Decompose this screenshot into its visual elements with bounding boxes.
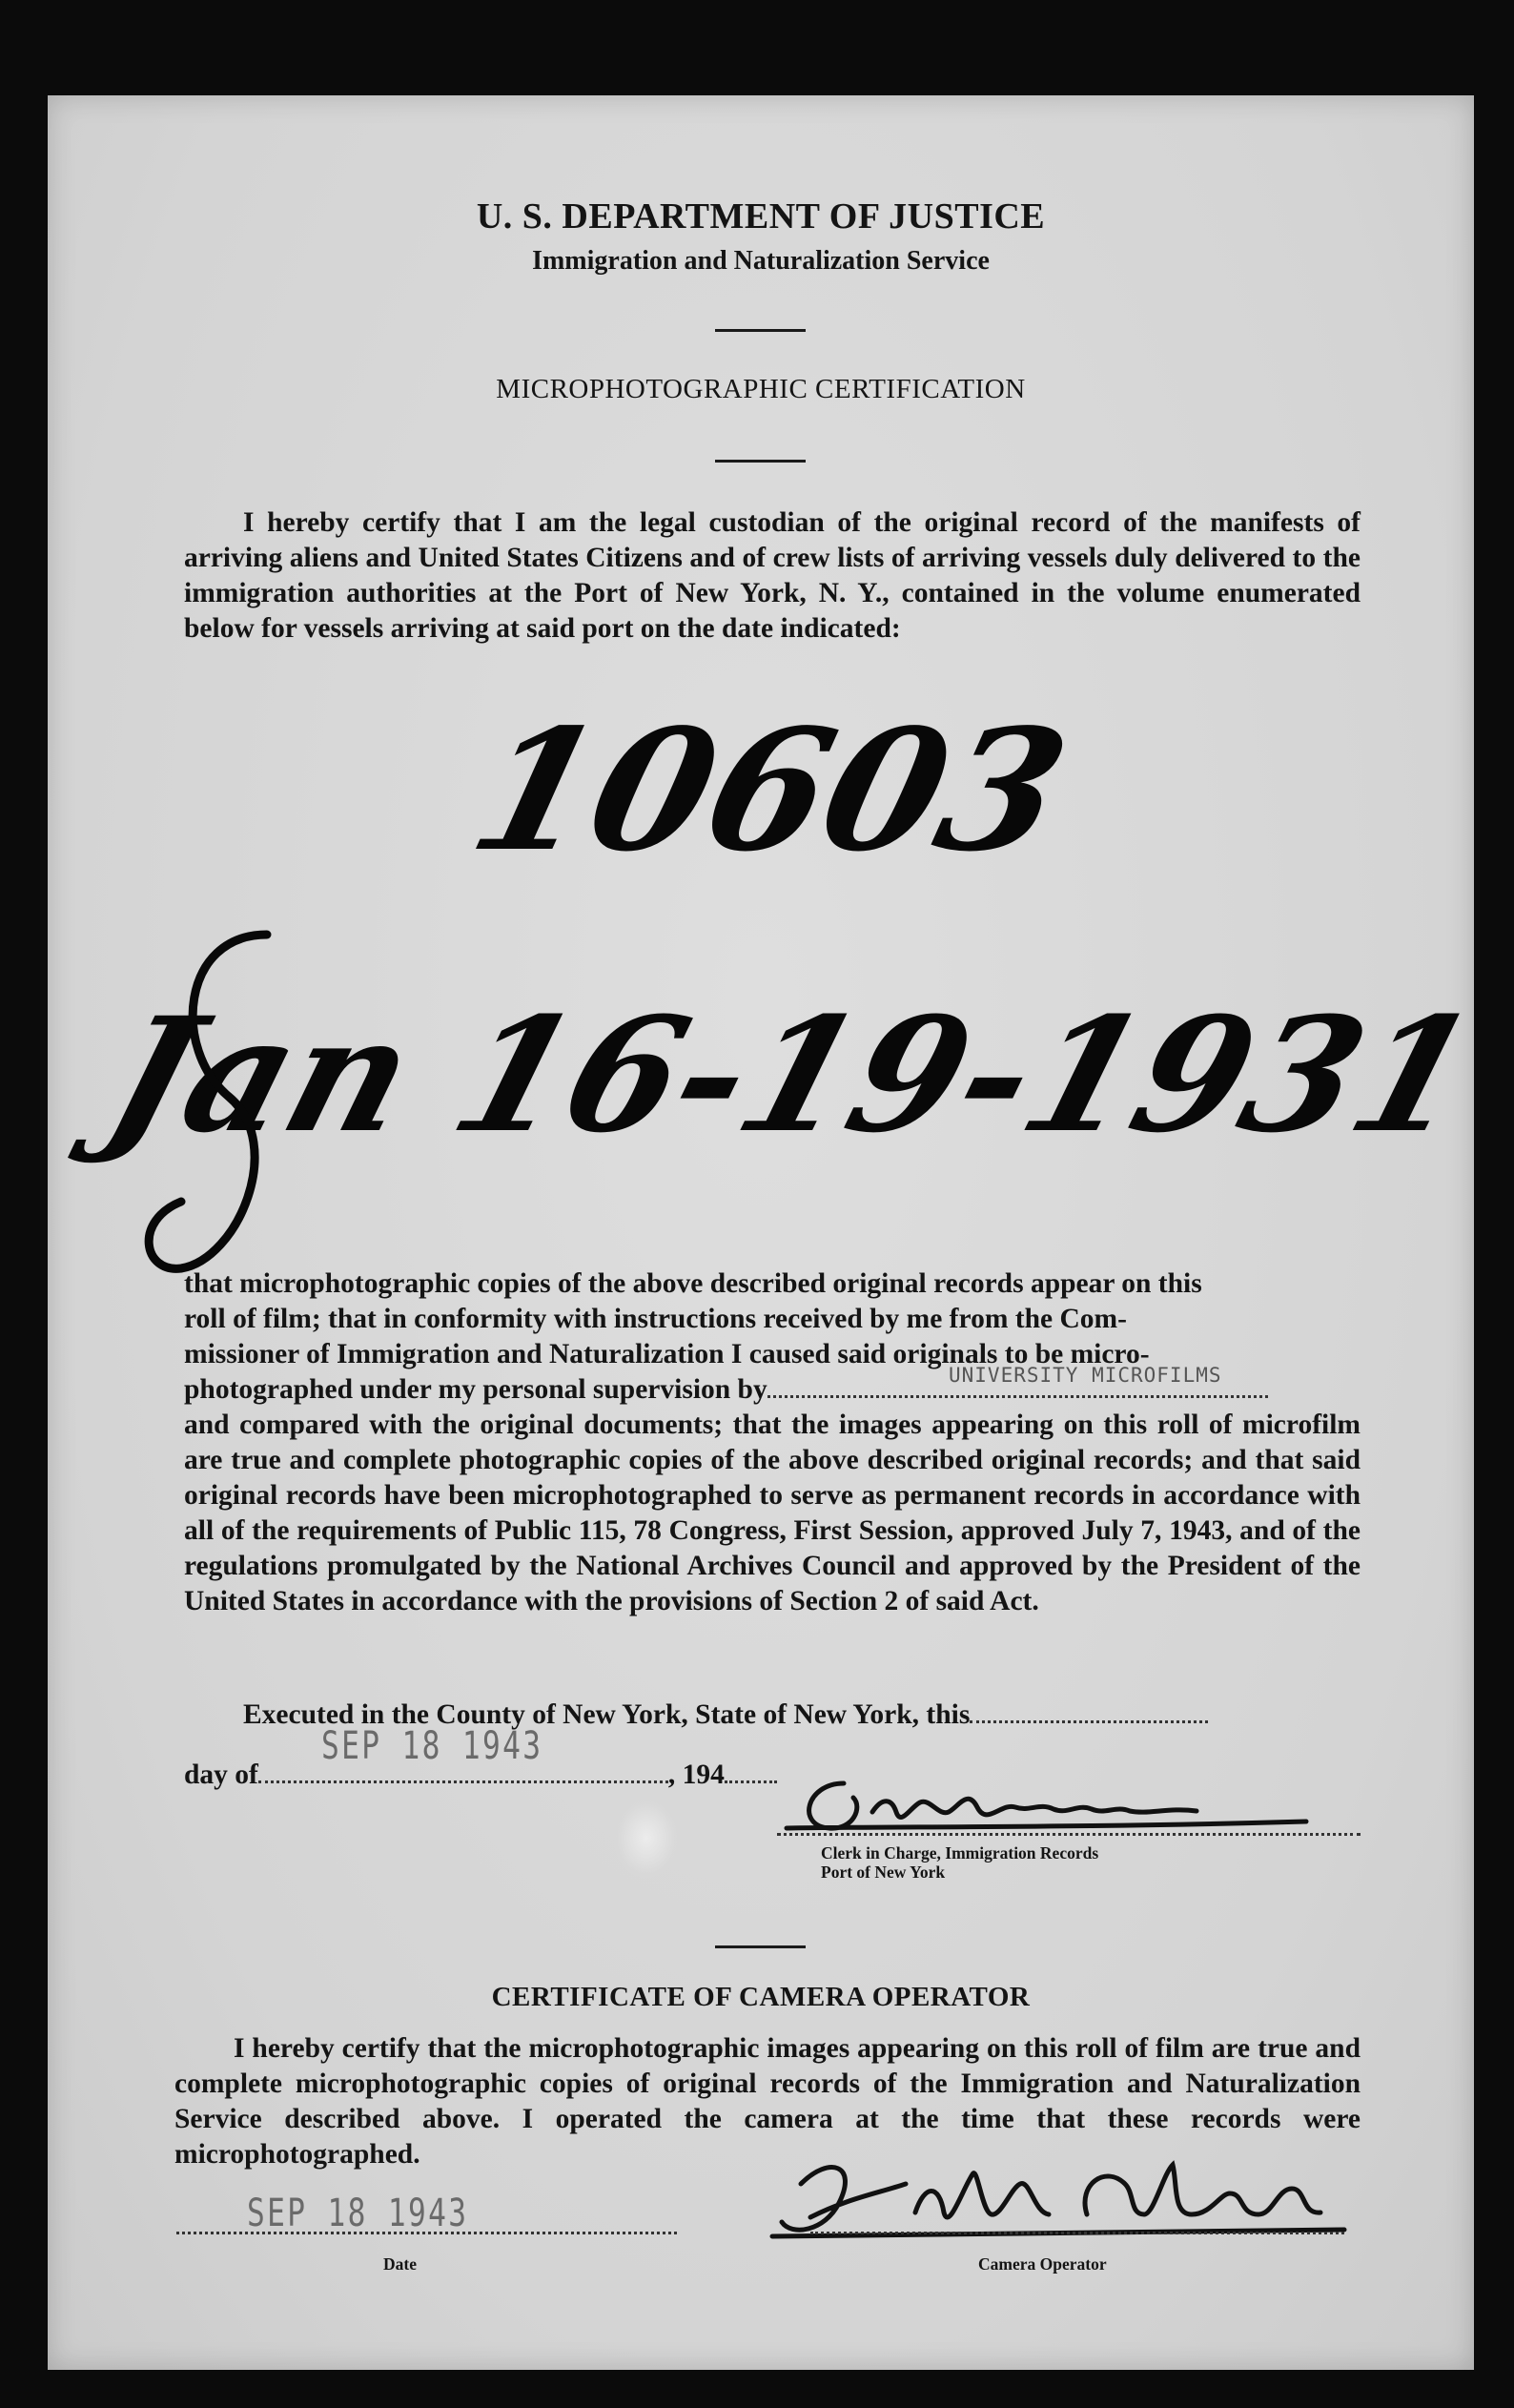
clerk-caption-title: Clerk in Charge, Immigration Records	[821, 1843, 1099, 1863]
camera-operator-signature	[772, 2146, 1363, 2251]
clerk-caption-port: Port of New York	[821, 1863, 946, 1882]
clerk-caption	[821, 1843, 1098, 1882]
date-stamp: SEP 18 1943	[321, 1724, 543, 1768]
dotted-fill-line	[725, 1780, 777, 1783]
camera-date-stamp: SEP 18 1943	[247, 2192, 469, 2235]
certificate-sheet	[48, 95, 1495, 2370]
camera-certificate-paragraph: I hereby certify that the microphotographic images appearing on this roll of film are true and complete microphotographic copies of original records of the Immigration and Naturalization Service described above. I operated the camera at the time that these records were microphotographed.	[174, 2033, 1361, 2170]
operator-caption: Camera Operator	[978, 2254, 1107, 2274]
certification-title: MICROPHOTOGRAPHIC CERTIFICATION	[496, 374, 1026, 404]
handwritten-volume-number: 10603	[455, 691, 1085, 889]
camera-certificate-title: CERTIFICATE OF CAMERA OPERATOR	[491, 1982, 1031, 2012]
date-caption: Date	[383, 2254, 417, 2274]
microfilm-paragraph	[184, 1266, 1361, 1619]
department-heading: U. S. DEPARTMENT OF JUSTICE	[476, 196, 1046, 237]
dotted-fill-line	[258, 1780, 668, 1783]
executed-text: Executed in the County of New York, State of New York, this	[243, 1699, 971, 1730]
dotted-fill-line	[767, 1395, 1268, 1398]
handwritten-date-range: Jan 16-19-1931	[89, 982, 1495, 1168]
handwritten-entry	[89, 648, 1495, 1316]
date-line	[176, 2232, 677, 2234]
smudge-mark	[613, 1798, 680, 1879]
dotted-fill-line	[970, 1720, 1208, 1723]
microfilm-stamp: UNIVERSITY MICROFILMS	[949, 1364, 1222, 1387]
supervision-text: photographed under my personal supervision by	[184, 1374, 767, 1405]
operator-signature-line	[810, 2232, 1344, 2234]
para2-line-2: roll of film; that in conformity with instructions received by me from the Com-	[184, 1304, 1127, 1334]
day-of-line	[184, 1760, 777, 1791]
divider	[715, 1945, 806, 1948]
year-prefix: , 194	[667, 1760, 725, 1790]
custodian-paragraph: I hereby certify that I am the legal custodian of the original record of the manifests of arriving aliens and United States Citizens and of crew lists of arriving vessels duly delivered to the immigration authorities at the Port of New York, N. Y., contained in the volume enumerated below for vessels arriving at said port on the date indicated:	[184, 507, 1361, 644]
divider	[715, 329, 806, 332]
service-subheading: Immigration and Naturalization Service	[532, 246, 990, 276]
clerk-signature-line	[777, 1833, 1361, 1836]
para2-rest: and compared with the original documents; that the images appearing on this roll of microfilm are true and complete photographic copies of the above described original records; and that said original records have been microphotographed to serve as permanent records in accordance with all of the requirements of Public 115, 78 Congress, First Session, approved July 7, 1943, and of the regulations promulgated by the National Archives Council and approved by the President of the United States in accordance with the provisions of Section 2 of said Act.	[184, 1410, 1361, 1616]
day-of-label: day of	[184, 1760, 258, 1790]
divider	[715, 460, 806, 463]
para2-line-1: that microphotographic copies of the above described original records appear on this	[184, 1268, 1202, 1299]
para2-line-3: missioner of Immigration and Naturalization I caused said originals to be micro-	[184, 1339, 1150, 1369]
